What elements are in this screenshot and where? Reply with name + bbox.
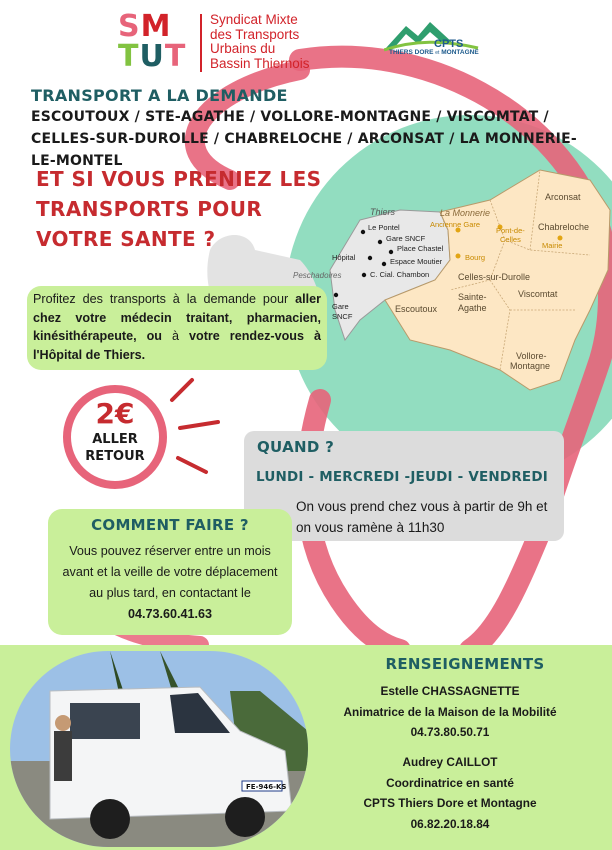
map-thiers-label: Thiers: [370, 207, 396, 217]
smtut-s: S: [118, 9, 141, 44]
price-rays: [172, 380, 218, 472]
cpts-word: DORE: [414, 49, 434, 56]
comment-title: COMMENT FAIRE ?: [91, 516, 249, 534]
contact-name: Estelle CHASSAGNETTE: [380, 684, 520, 698]
profitez-box: [27, 286, 327, 370]
map-commune-label: Escoutoux: [395, 304, 438, 314]
map-point-label: SNCF: [332, 312, 353, 321]
map-stop-dot: [456, 254, 461, 259]
map-point-label: Le Pontel: [368, 223, 400, 232]
map-commune-label: Agathe: [458, 303, 487, 313]
map-stop-label: Mairie: [542, 241, 563, 250]
license-plate-text: FE-946-KS: [246, 783, 287, 791]
syndicat-line: des Transports: [210, 26, 300, 42]
minibus-illustration: [10, 651, 308, 847]
person: [54, 731, 72, 781]
map-commune-label: Celles-sur-Durolle: [458, 272, 531, 282]
map-commune-label: Viscomtat: [518, 289, 558, 299]
quand-text: On vous prend chez vous à partir de 9h et on vous ramène à 11h30: [296, 499, 548, 535]
comment-phone: 04.73.60.41.63: [127, 607, 213, 621]
map-point-dot: [368, 256, 372, 260]
map-commune-label: Sainte-: [458, 292, 487, 302]
map-point-label: Gare SNCF: [386, 234, 426, 243]
headline-line: ET SI VOUS PRENIEZ LES: [36, 167, 322, 191]
smtut-m: M: [140, 9, 172, 44]
smtut-t1: T: [118, 39, 140, 74]
syndicat-name: [210, 13, 360, 71]
map-point-dot: [378, 240, 382, 244]
contact-organisation: CPTS Thiers Dore et Montagne: [363, 796, 537, 810]
cpts-word: et: [435, 50, 440, 56]
van-wheel: [90, 799, 130, 839]
map-peschadoires-label: Peschadoires: [293, 271, 342, 280]
map-point-label: Hôpital: [332, 253, 356, 262]
smtut-logo-line2: [118, 39, 194, 74]
map-point-dot: [362, 273, 366, 277]
contact-role: Animatrice de la Maison de la Mobilité: [343, 704, 557, 719]
smtut-logo-line1: [118, 9, 194, 44]
communes-list: ESCOUTOUX / STE-AGATHE / VOLLORE-MONTAGNE / VISCOMTAT / CELLES-SUR-DUROLLE / CHABRELOCHE / ARCONSAT / LA MONNERIE-LE-MONTEL: [31, 109, 577, 169]
quand-days: LUNDI - MERCREDI -JEUDI - VENDREDI: [256, 469, 548, 485]
headline-line: VOTRE SANTE ?: [36, 227, 216, 251]
map-stop-label: Celles: [500, 235, 521, 244]
price-amount: 2€: [95, 397, 135, 430]
quand-title: QUAND ?: [257, 438, 335, 456]
minibus-photo: [10, 651, 308, 847]
smtut-t2: T: [164, 39, 187, 74]
map-point-label: Gare: [332, 302, 349, 311]
smtut-logo: [118, 9, 194, 74]
profitez-bold2: votre rendez-vous à l'Hôpital de Thiers.: [33, 329, 321, 362]
cpts-word: THIERS: [389, 49, 413, 56]
smtut-u: U: [139, 39, 165, 74]
map-commune-label: Vollore-: [516, 351, 547, 361]
tad-title: TRANSPORT A LA DEMANDE: [31, 86, 288, 105]
map-point-label: Espace Moutier: [390, 257, 443, 266]
price-aller: ALLER: [92, 432, 138, 447]
cpts-word: MONTAGNE: [441, 49, 479, 56]
profitez-intro: Profitez des transports à la demande pour: [33, 292, 296, 306]
price-retour: RETOUR: [85, 449, 145, 464]
van-side-window: [70, 703, 140, 739]
contact-phone[interactable]: 04.73.80.50.71: [410, 725, 490, 739]
syndicat-line: Bassin Thiernois: [210, 55, 310, 71]
van-wheel: [225, 797, 265, 837]
map-point-dot: [334, 293, 338, 297]
price-circle: [63, 385, 167, 489]
contact-card: [300, 681, 600, 743]
map-stop-label: Bourg: [465, 253, 486, 262]
cpts-letters: CPTS: [434, 38, 464, 50]
map-commune-label: Chabreloche: [538, 222, 590, 232]
syndicat-line: Syndicat Mixte: [210, 12, 298, 27]
person-head: [55, 715, 71, 731]
map-point-dot: [382, 262, 386, 266]
logo-divider: [200, 14, 202, 72]
map-point-dot: [389, 250, 393, 254]
contact-role: Coordinatrice en santé: [386, 775, 514, 790]
renseignements-title: RENSEIGNEMENTS: [385, 655, 545, 673]
comment-text: [58, 541, 282, 625]
map-commune-label: La Monnerie: [440, 208, 491, 218]
profitez-bold1: aller chez votre médecin traitant, pharmacien, kinésithérapeute, ou: [33, 292, 321, 343]
map-stop-label: Ancienne Gare: [430, 220, 481, 229]
contact-name: Audrey CAILLOT: [402, 755, 498, 769]
contact-card: [300, 752, 600, 834]
comment-body: Vous pouvez réserver entre un mois avant et la veille de votre déplacement au plus tard, en contactant le: [62, 544, 278, 600]
map-stop-dot: [558, 236, 563, 241]
cpts-logo: [384, 18, 480, 70]
map-commune-label: Arconsat: [545, 192, 581, 202]
map-commune-label: Montagne: [510, 361, 551, 371]
map-point-label: C. Cial. Chambon: [370, 270, 430, 279]
service-map: [290, 150, 612, 430]
profitez-mid: à: [161, 329, 189, 343]
syndicat-line: Urbains du: [210, 41, 276, 56]
cpts-subtitle: [389, 49, 479, 56]
map-stop-label: Pont-de-: [496, 226, 525, 235]
map-point-dot: [361, 230, 365, 234]
contact-phone[interactable]: 06.82.20.18.84: [410, 816, 490, 831]
map-point-label: Place Chastel: [397, 244, 444, 253]
headline-line: TRANSPORTS POUR: [36, 197, 263, 221]
